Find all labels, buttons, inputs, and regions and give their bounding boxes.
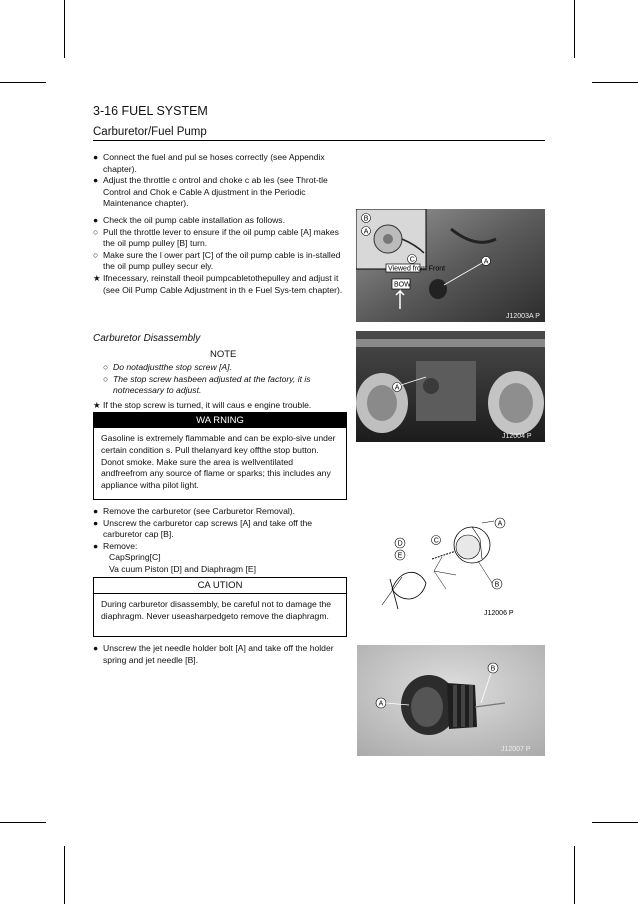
caution-box bbox=[93, 577, 347, 637]
list-item: ● Connect the fuel and pul se hoses correctly (see Appendix chapter). bbox=[93, 152, 325, 174]
note-list bbox=[103, 362, 346, 397]
stop-screw-note bbox=[93, 400, 355, 412]
figure-label: C bbox=[409, 256, 415, 264]
stop-screw-photo bbox=[356, 331, 545, 442]
figure-label: D bbox=[397, 540, 403, 548]
list-item: CapSpring[C] bbox=[109, 552, 161, 563]
page-subtitle: Carburetor/Fuel Pump bbox=[93, 126, 207, 138]
figure-label: B bbox=[363, 215, 369, 223]
warning-text: Gasoline is extremely flammable and can be explo-sive under certain condition s. Pull thelanyard key offthe stop button. Donot smoke. Make sure the area is wellventilated andfreefrom any source of flame or sparks; this includes any appliance witha pilot light. bbox=[101, 433, 336, 491]
figure-label: A bbox=[483, 258, 489, 266]
figure-arrow-label: BOW bbox=[394, 281, 411, 289]
figure-code: J12003A P bbox=[506, 313, 540, 320]
section-title: Carburetor Disassembly bbox=[93, 333, 201, 344]
figure-caption: Viewed from Front bbox=[388, 265, 446, 273]
figure-label: A bbox=[378, 700, 384, 708]
crop-mark bbox=[64, 0, 65, 58]
crop-mark bbox=[64, 846, 65, 904]
list-item: ● Remove the carburetor (see Carburetor Removal). bbox=[93, 506, 296, 516]
list-item: ★ Ifnecessary, reinstall theoil pumpcabletothepulley and adjust it (see Oil Pump Cable Adjustment in th e Fuel Sys-tem chapter). bbox=[93, 272, 343, 295]
remove-items bbox=[93, 552, 351, 575]
crop-mark bbox=[0, 82, 46, 83]
crop-mark bbox=[0, 822, 46, 823]
crop-mark bbox=[592, 822, 638, 823]
crop-mark bbox=[592, 82, 638, 83]
list-item: ● Check the oil pump cable installation as follows. bbox=[93, 215, 285, 225]
figure-label: E bbox=[397, 552, 403, 560]
figure-label: B bbox=[490, 665, 496, 673]
figure-label: B bbox=[494, 581, 500, 589]
figure-label: C bbox=[433, 537, 439, 545]
crop-mark bbox=[574, 846, 575, 904]
oil-pump-photo bbox=[356, 209, 545, 322]
intro-list bbox=[93, 152, 355, 210]
warning-box bbox=[93, 412, 347, 500]
figure-code: J12007 P bbox=[501, 746, 531, 753]
crop-mark bbox=[574, 0, 575, 58]
list-item: ○ Make sure the l ower part [C] of the oil pump cable is in-stalled the oil pump pulley secur ely. bbox=[93, 249, 341, 272]
list-item: ○ Do notadjustthe stop screw [A]. bbox=[103, 362, 232, 372]
list-item: Va cuum Piston [D] and Diaphragm [E] bbox=[109, 563, 256, 574]
figure-code: J12004 P bbox=[502, 433, 532, 440]
figure-label: A bbox=[394, 384, 400, 392]
caution-text: During carburetor disassembly, be careful not to damage the diaphragm. Never useasharpedgeto remove the diaphragm. bbox=[101, 599, 332, 621]
list-item: ● Remove: bbox=[93, 540, 138, 551]
list-item: ● Unscrew the carburetor cap screws [A] and take off the carburetor cap [B]. bbox=[93, 517, 313, 540]
vacuum-piston-photo bbox=[357, 645, 545, 756]
note-title: NOTE bbox=[210, 349, 237, 360]
list-item: ★ If the stop screw is turned, it will caus e engine trouble. bbox=[93, 400, 312, 410]
jet-needle-list bbox=[93, 643, 351, 666]
figure-label: A bbox=[497, 520, 503, 528]
caution-title: CA UTION bbox=[94, 578, 346, 594]
list-item: ○ The stop screw hasbeen adjusted at the factory, it is notnecessary to adjust. bbox=[103, 373, 311, 396]
figure-label: A bbox=[363, 228, 369, 236]
list-item: ● Unscrew the jet needle holder bolt [A] and take off the holder spring and jet needle [B]. bbox=[93, 643, 334, 665]
warning-title: WA RNING bbox=[94, 413, 346, 428]
header-rule bbox=[93, 140, 545, 141]
exploded-diagram bbox=[372, 509, 530, 620]
page-title: 3-16 FUEL SYSTEM bbox=[93, 104, 208, 118]
oil-pump-list bbox=[93, 215, 351, 296]
list-item: ● Adjust the throttle c ontrol and choke c ab les (see Throt-tle Control and Chok e Cable A djustment in the Periodic Maintenance chapter). bbox=[93, 175, 328, 209]
list-item: ○ Pull the throttle lever to ensure if the oil pump cable [A] makes the oil pump pulley [B] turn. bbox=[93, 226, 339, 249]
figure-code: J12006 P bbox=[484, 610, 514, 617]
removal-list bbox=[93, 506, 351, 576]
